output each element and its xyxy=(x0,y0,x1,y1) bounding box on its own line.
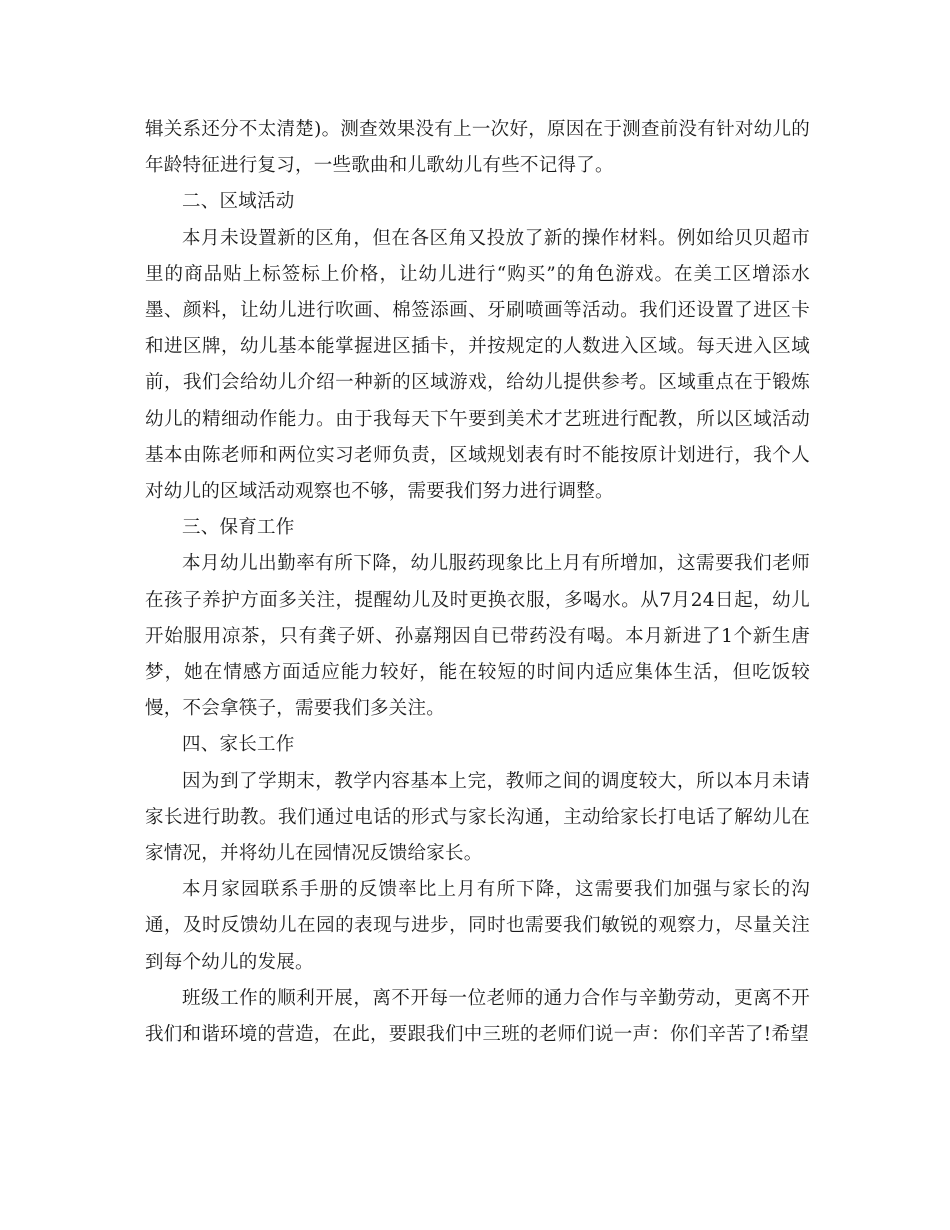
heading-childcare-work: 三、保育工作 xyxy=(182,517,295,539)
heading-area-activities: 二、区域活动 xyxy=(182,191,295,213)
document-body xyxy=(145,112,810,1053)
paragraph-area-activities: 本月未设置新的区角，但在各区角又投放了新的操作材料。例如给贝贝超市里的商品贴上标签标上价格，让幼儿进行“购买”的角色游戏。在美工区增添水墨、颜料，让幼儿进行吹画、棉签添画、牙刷喷画等活动。我们还设置了进区卡和进区牌，幼儿基本能掌握进区插卡，并按规定的人数进入区域。每天进入区域前，我们会给幼儿介绍一种新的区域游戏，给幼儿提供参考。区域重点在于锻炼幼儿的精细动作能力。由于我每天下午要到美术才艺班进行配教，所以区域活动基本由陈老师和两位实习老师负责，区域规划表有时不能按原计划进行，我个人对幼儿的区域活动观察也不够，需要我们努力进行调整。 xyxy=(145,227,810,503)
paragraph-contact-handbook: 本月家园联系手册的反馈率比上月有所下降，这需要我们加强与家长的沟通，及时反馈幼儿在园的表现与进步，同时也需要我们敏锐的观察力，尽量关注到每个幼儿的发展。 xyxy=(145,879,810,973)
paragraph-test-results: 辑关系还分不太清楚)。测查效果没有上一次好，原因在于测查前没有针对幼儿的年龄特征进行复习，一些歌曲和儿歌幼儿有些不记得了。 xyxy=(145,119,810,177)
heading-parent-work: 四、家长工作 xyxy=(182,734,295,756)
paragraph-parent-communication: 因为到了学期末，教学内容基本上完，教师之间的调度较大，所以本月未请家长进行助教。我们通过电话的形式与家长沟通，主动给家长打电话了解幼儿在家情况，并将幼儿在园情况反馈给家长。 xyxy=(145,770,810,865)
paragraph-class-work-thanks: 班级工作的顺利开展，离不开每一位老师的通力合作与辛勤劳动，更离不开我们和谐环境的营造，在此，要跟我们中三班的老师们说一声：你们辛苦了!希望 xyxy=(145,987,810,1046)
paragraph-childcare-work: 本月幼儿出勤率有所下降，幼儿服药现象比上月有所增加，这需要我们老师在孩子养护方面多关注，提醒幼儿及时更换衣服，多喝水。从7月24日起，幼儿开始服用凉茶，只有龚子妍、孙嘉翔因自已带药没有喝。本月新进了1个新生唐梦，她在情感方面适应能力较好，能在较短的时间内适应集体生活，但吃饭较慢，不会拿筷子，需要我们多关注。 xyxy=(145,553,810,720)
